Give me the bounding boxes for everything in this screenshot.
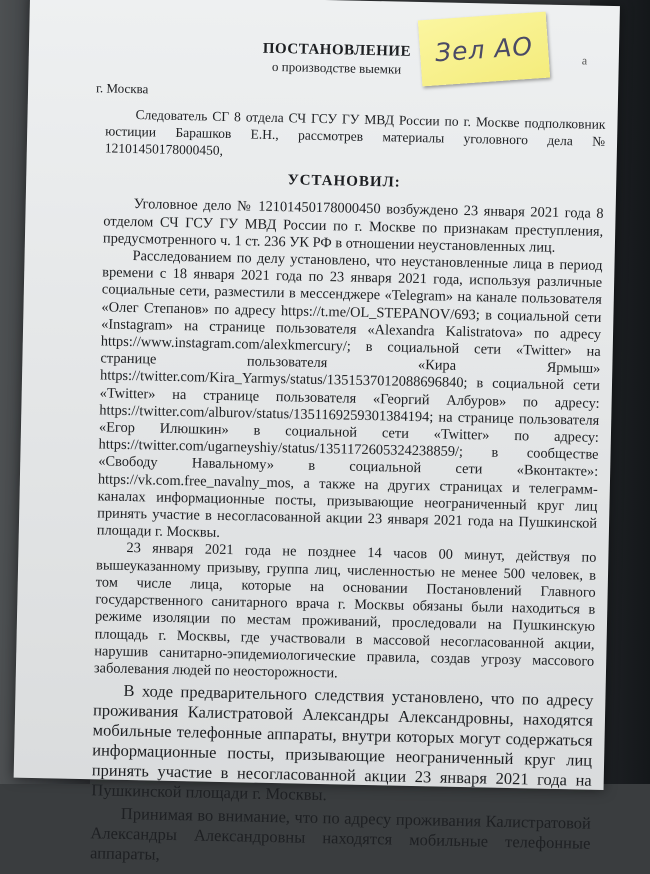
paragraph-event: 23 января 2021 года не позднее 14 часов 00 минут, действуя по вышеуказанному призыву, группа лиц, численностью не менее 500 человек, в том числе лица, которые на основании Постановлений Главного государственного санитарного врача г. Москвы обязаны были находиться в режиме изоляции по местам проживаний, проследовали на Пушкинскую площадь г. Москвы, где участвовали в массовой несогласованной акции, нарушив санитарно-эпидемиологические правила, создав угрозу массового заболевания людей по неосторожности. [93, 540, 597, 682]
document-title: ПОСТАНОВЛЕНИЕ [262, 40, 412, 60]
document-body [90, 37, 607, 873]
document-city: г. Москва [95, 80, 149, 97]
document-page [14, 0, 620, 864]
paragraph-considering: Принимая во внимание, что по адресу проживания Калистратовой Александры Александровны находятся мобильные телефонные аппараты, [89, 804, 592, 864]
document-subtitle: о производстве выемки [271, 59, 402, 77]
section-heading: УСТАНОВИЛ: [287, 172, 401, 191]
paragraph-investigation: Расследованием по делу установлено, что неустановленные лица в период времени с 18 января 2021 года по 23 января 2021 года, используя различные социальные сети, разместили в мессенджере «Telegram» на канале пользователя «Олег Степанов» по адресу https://t.me/OL_STEPANOV/693; в социальной сети «Instagram» на странице пользователя «Alexandra Kalistratova» по адресу https://www.instagram.com/alexkmercury/; в социальной сети «Twitter» на странице пользователя «Кира Ярмыш» https://twitter.com/Kira_Yarmys/status/1351537012088696840; в социальной сети «Twitter» на странице пользователя «Георгий Албуров» по адресу: https://twitter.com/alburov/status/1351169259301384194; на странице пользователя «Егор Илюшкин» в социальной сети «Twitter» по адресу: https://twitter.com/ugarneyshiy/status/1351172605324238859/; в сообществе «Свободу Навальному» в социальной сети «Вконтакте»: https://vk.com.free_navalny_mos, а также на других страницах и телеграмм-каналах информационные посты, призывающие неограниченный круг лиц принять участие в несогласованной акции 23 января 2021 года на Пушкинской площади г. Москвы. [96, 248, 603, 542]
paragraph-case-opened: Уголовное дело № 12101450178000450 возбуждено 23 января 2021 года 8 отделом СЧ ГСУ ГУ МВД России по г. Москве по признакам преступления, предусмотренного ч. 1 ст. 236 УК РФ в отношении неустановленных лиц. [102, 196, 604, 256]
sticky-note [418, 12, 550, 87]
document-intro: Следователь СГ 8 отдела СЧ ГСУ ГУ МВД России по г. Москве подполковник юстиции Барашков Е.Н., рассмотрев материалы уголовного дела № 12101450178000450, [104, 106, 606, 158]
paragraph-finding: В ходе предварительного следствия установлено, что по адресу проживания Калистратовой Александры Александровны, находятся мобильные телефонные аппараты, внутри которых могут содержаться информационные посты, призывающие неограниченный круг лиц принять участие в несогласованной акции 23 января 2021 года на Пушкинской площади г. Москвы. [91, 681, 594, 805]
sticky-note-text: Зел АО [434, 31, 534, 67]
margin-fragment: а [581, 53, 588, 68]
